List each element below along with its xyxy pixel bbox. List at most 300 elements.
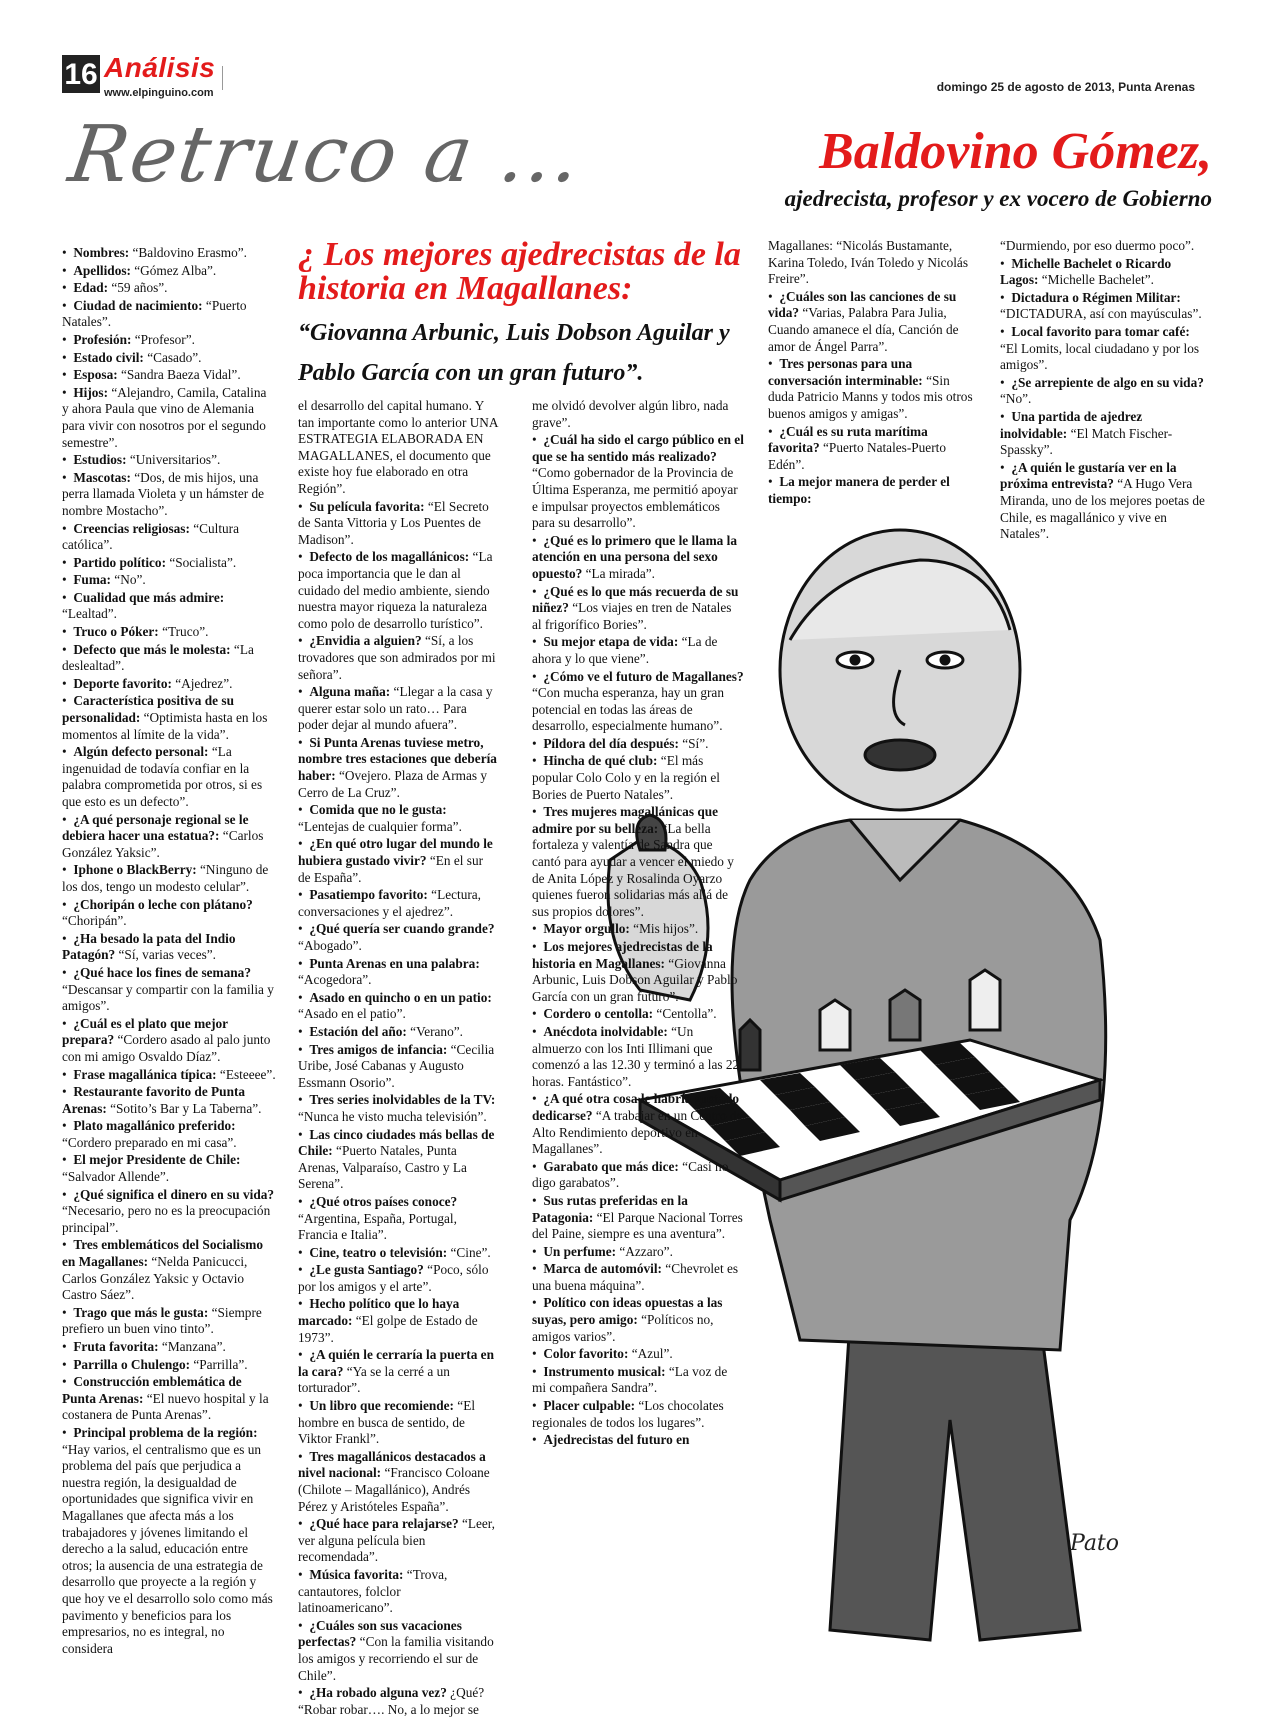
qa-item — [298, 1449, 498, 1515]
qa-question: Sus rutas preferidas en la Patagonia: — [532, 1192, 688, 1225]
qa-question: Cine, teatro o televisión: — [309, 1244, 448, 1260]
qa-question: ¿Qué hace para relajarse? — [309, 1516, 459, 1532]
qa-question: Hincha de qué club: — [543, 753, 658, 769]
qa-item — [62, 1084, 276, 1117]
qa-answer: “Leer, ver alguna película bien recomendada”. — [298, 1516, 495, 1565]
qa-question: ¿Qué quería ser cuando grande? — [309, 921, 495, 937]
qa-question: Defecto de los magallánicos: — [309, 549, 470, 565]
qa-question: Deporte favorito: — [73, 675, 172, 691]
qa-answer: “Cultura católica”. — [62, 520, 240, 553]
qa-question: Píldora del día después: — [543, 735, 679, 751]
qa-question: Comida que no le gusta: — [309, 802, 447, 818]
qa-question: Los mejores ajedrecistas de la historia en Magallanes: — [532, 939, 713, 971]
qa-answer: “La voz de mi compañera Sandra”. — [532, 1363, 728, 1396]
qa-question: ¿Qué hace los fines de semana? — [73, 964, 251, 980]
qa-question: ¿A quién le cerraría la puerta en la cara? — [298, 1347, 494, 1379]
qa-answer: “Sí”. — [678, 735, 709, 751]
qa-question: Color favorito: — [543, 1346, 629, 1362]
qa-item — [532, 939, 744, 1005]
qa-item — [532, 1006, 744, 1023]
qa-item — [62, 452, 276, 469]
qa-question: Ciudad de nacimiento: — [73, 297, 203, 313]
qa-answer: “Salvador Allende”. — [62, 1169, 170, 1185]
qa-item — [62, 280, 276, 297]
qa-answer: “El Match Fischer-Spassky”. — [1000, 425, 1173, 458]
qa-item — [62, 1067, 276, 1084]
qa-answer: “Puerto Natales, Punta Arenas, Valparaíso, Castro y La Serena”. — [298, 1143, 467, 1192]
qa-answer: “Los viajes en tren de Natales al frigorífico Bories”. — [532, 600, 732, 632]
qa-question: Cualidad que más admire: — [73, 589, 225, 605]
qa-question: Anécdota inolvidable: — [543, 1023, 668, 1039]
qa-answer: “Acogedora”. — [298, 972, 372, 988]
qa-item — [298, 802, 498, 835]
qa-question: Truco o Póker: — [73, 624, 159, 640]
qa-question: Principal problema de la región: — [73, 1424, 258, 1440]
qa-item — [532, 634, 744, 667]
qa-item — [62, 1305, 276, 1338]
qa-question: Un perfume: — [543, 1243, 617, 1259]
qa-item — [298, 990, 498, 1023]
qa-question: ¿Ha besado la pata del Indio Patagón? — [62, 930, 236, 963]
qa-item — [62, 862, 276, 895]
site-url[interactable]: www.elpinguino.com — [104, 87, 214, 99]
qa-answer: “Dos, de mis hijos, una perra llamada Violeta y un hámster de nombre Mostacho”. — [62, 469, 265, 518]
qa-answer: “Puerto Natales”. — [62, 297, 247, 330]
interviewee-name: Baldovino Gómez, — [819, 123, 1212, 180]
qa-answer: “Abogado”. — [298, 938, 362, 953]
qa-question: Las cinco ciudades más bellas de Chile: — [298, 1126, 495, 1159]
qa-item — [298, 1685, 498, 1718]
section-logo[interactable]: Análisis — [104, 52, 216, 83]
qa-answer: “Como gobernador de la Provincia de Última Esperanza, me permitió apoyar e impulsar proyectos emblemáticos para su desarrollo”. — [532, 465, 738, 531]
qa-item — [62, 1339, 276, 1356]
qa-item — [298, 836, 498, 886]
qa-answer: “La de ahora y lo que viene”. — [532, 634, 718, 666]
qa-item — [62, 812, 276, 862]
qa-item — [1000, 460, 1210, 543]
qa-item — [298, 1262, 498, 1295]
qa-question: Ajedrecistas del futuro en — [543, 1432, 690, 1448]
qa-item — [298, 1042, 498, 1092]
qa-item — [62, 642, 276, 675]
qa-answer: “La bella fortaleza y valentía de Sandra que cantó para ayudar a vencer el miedo y de Anita López y Rosalinda Oyarzo quienes fueron solidarias más allá de sus propios dolores”. — [532, 820, 734, 919]
qa-answer: “La ingenuidad de todavía confiar en la palabra comprometida por otros, si es que esto es un defecto”. — [62, 744, 263, 809]
qa-question: Defecto que más le molesta: — [73, 641, 231, 657]
qa-answer: “Casado”. — [143, 349, 202, 365]
qa-answer: “Argentina, España, Portugal, Francia e Italia”. — [298, 1210, 457, 1243]
qa-answer: “La deslealtad”. — [62, 641, 254, 674]
qa-question: Estación del año: — [309, 1023, 407, 1039]
qa-question: Plato magallánico preferido: — [73, 1118, 236, 1134]
qa-answer: “Choripán”. — [62, 913, 127, 929]
qa-item — [298, 549, 498, 632]
qa-question: Característica positiva de su personalidad: — [62, 693, 234, 726]
qa-question: Una partida de ajedrez inolvidable: — [1000, 408, 1143, 441]
qa-item — [532, 669, 744, 735]
qa-answer: “Centolla”. — [653, 1006, 717, 1022]
qa-item — [62, 555, 276, 572]
qa-question: Restaurante favorito de Punta Arenas: — [62, 1084, 246, 1116]
qa-item — [62, 676, 276, 693]
qa-item — [62, 263, 276, 280]
qa-question: Su mejor etapa de vida: — [543, 634, 679, 650]
qa-item — [62, 1374, 276, 1424]
qa-answer: “Necesario, pero no es la preocupación principal”. — [62, 1203, 271, 1235]
qa-answer: “No”. — [110, 572, 146, 588]
qa-question: Estudios: — [73, 452, 127, 468]
qa-question: Estado civil: — [73, 349, 144, 365]
qa-item — [532, 1261, 744, 1294]
qa-answer: “Sí, a los trovadores que son admirados por mi señora”. — [298, 633, 496, 682]
qa-answer: “Universitarios”. — [126, 452, 221, 468]
qa-answer: “Giovanna Arbunic, Luis Dobson Aguilar y Pablo García con un gran futuro”. — [532, 955, 738, 1004]
qa-item — [298, 499, 498, 549]
headline-question: ¿ Los mejores ajedrecistas de la historia en Magallanes: — [298, 236, 741, 307]
qa-question: Profesión: — [73, 331, 132, 347]
qa-question: Fuma: — [73, 572, 111, 588]
qa-answer: “El Lomits, local ciudadano y por los amigos”. — [1000, 340, 1200, 373]
qa-answer: “Con mucha esperanza, hay un gran potencial en todas las áreas de desarrollo, especialmente humano”. — [532, 685, 724, 734]
qa-answer: “En el sur de España”. — [298, 853, 484, 885]
qa-answer: “Políticos no, amigos varios”. — [532, 1312, 714, 1344]
qa-question: ¿A qué personaje regional se le debiera hacer una estatua?: — [62, 811, 249, 844]
qa-item — [62, 350, 276, 367]
qa-item — [62, 1425, 276, 1657]
qa-item — [298, 1127, 498, 1193]
qa-answer: “Sotito’s Bar y La Taberna”. — [106, 1100, 262, 1116]
qa-question: ¿Cuál ha sido el cargo público en el que se ha sentido más realizado? — [532, 432, 744, 464]
qa-answer: “El nuevo hospital y la costanera de Punta Arenas”. — [62, 1390, 269, 1423]
qa-question: Tres emblemáticos del Socialismo en Magallanes: — [62, 1237, 264, 1270]
qa-answer: “Socialista”. — [166, 554, 237, 570]
qa-item — [298, 1347, 498, 1397]
qa-item — [298, 1398, 498, 1448]
qa-item — [1000, 256, 1210, 289]
qa-answer: “Descansar y compartir con la familia y amigos”. — [62, 981, 274, 1014]
qa-question: Tres personas para una conversación interminable: — [768, 356, 923, 388]
qa-answer: “Carlos González Yaksic”. — [62, 828, 264, 860]
qa-question: ¿Cómo ve el futuro de Magallanes? — [543, 668, 744, 684]
qa-item — [532, 533, 744, 583]
qa-item — [532, 432, 744, 532]
qa-item — [768, 474, 978, 507]
qa-item — [62, 897, 276, 930]
qa-question: Mayor orgullo: — [543, 921, 630, 937]
qa-question: Marca de automóvil: — [543, 1261, 662, 1277]
qa-answer: “DICTADURA, así con mayúsculas”. — [1000, 306, 1202, 322]
qa-question: ¿Se arrepiente de algo en su vida? — [1011, 374, 1204, 390]
qa-item — [298, 1245, 498, 1262]
qa-question: ¿Choripán o leche con plátano? — [73, 896, 253, 912]
qa-item — [532, 1024, 744, 1090]
qa-question: Tres magallánicos destacados a nivel nacional: — [298, 1448, 486, 1481]
qa-question: Música favorita: — [309, 1566, 404, 1582]
qa-answer: “Puerto Natales-Puerto Edén”. — [768, 440, 946, 472]
qa-question: Michelle Bachelet o Ricardo Lagos: — [1000, 255, 1172, 288]
qa-item — [62, 521, 276, 554]
qa-answer: “Los chocolates regionales de todos los lugares”. — [532, 1398, 724, 1430]
qa-answer: “Chevrolet es una buena máquina”. — [532, 1261, 739, 1293]
qa-item — [768, 356, 978, 422]
qa-answer: “El hombre en busca de sentido, de Viktor Frankl”. — [298, 1398, 476, 1447]
qa-answer: “Cordero preparado en mi casa”. — [62, 1134, 237, 1150]
qa-answer: “Parrilla”. — [190, 1356, 248, 1372]
qa-question: Un libro que recomiende: — [309, 1398, 454, 1414]
qa-question: Mascotas: — [73, 469, 131, 485]
qa-answer: “Optimista hasta en los momentos al límite de la vida”. — [62, 710, 268, 742]
qa-question: La mejor manera de perder el tiempo: — [768, 474, 950, 506]
qa-question: Algún defecto personal: — [73, 744, 209, 760]
qa-question: ¿Envidia a alguien? — [309, 633, 422, 649]
qa-answer: “Nunca he visto mucha televisión”. — [298, 1108, 487, 1124]
qa-answer: “Con la familia visitando los amigos y recorriendo el sur de Chile”. — [298, 1634, 494, 1683]
qa-question: El mejor Presidente de Chile: — [73, 1152, 241, 1168]
qa-item — [532, 1244, 744, 1261]
qa-answer: “Cecilia Uribe, José Cabanas y Augusto Essmann Osorio”. — [298, 1041, 495, 1090]
qa-item — [298, 956, 498, 989]
qa-item — [62, 332, 276, 349]
qa-question: Garabato que más dice: — [543, 1158, 679, 1174]
qa-item — [298, 735, 498, 801]
qa-question: Hecho político que lo haya marcado: — [298, 1296, 460, 1329]
qa-item — [62, 1016, 276, 1066]
qa-question: ¿Qué otros países conoce? — [309, 1193, 458, 1209]
section-kicker: Retruco a ... — [63, 110, 588, 200]
qa-question: ¿Cuáles son sus vacaciones perfectas? — [298, 1617, 462, 1650]
artist-signature: Pato — [1070, 1531, 1120, 1556]
qa-question: ¿Cuáles son las canciones de su vida? — [768, 288, 957, 321]
qa-item — [1000, 290, 1210, 323]
qa-item — [298, 1194, 498, 1244]
qa-item — [298, 887, 498, 920]
qa-item — [298, 1024, 498, 1041]
qa-answer: ¿Qué? “Robar robar…. No, a lo mejor se — [298, 1685, 485, 1717]
trousers — [830, 1320, 1080, 1640]
qa-item — [532, 1398, 744, 1431]
qa-question: Esposa: — [73, 367, 118, 383]
qa-answer: “Cine”. — [447, 1244, 491, 1260]
qa-answer: “Francisco Coloane (Chilote – Magallánico), Andrés Pérez y Aristóteles España”. — [298, 1465, 490, 1514]
qa-question: ¿En qué otro lugar del mundo le hubiera gustado vivir? — [298, 836, 493, 869]
qa-question: Político con ideas opuestas a las suyas, pero amigo: — [532, 1295, 723, 1328]
qa-item — [62, 1118, 276, 1151]
qa-item — [1000, 375, 1210, 408]
column-1 — [62, 245, 276, 1658]
qa-answer: “El Secreto de Santa Vittoria y Los Puentes de Madison”. — [298, 498, 489, 547]
qa-question: ¿Qué significa el dinero en su vida? — [73, 1186, 275, 1202]
qa-answer: “A Hugo Vera Miranda, uno de los mejores poetas de Chile, es magallánico y vive en Natales”. — [1000, 476, 1205, 542]
qa-item — [768, 289, 978, 355]
qa-question: ¿Qué es lo primero que le llama la atención en una persona del sexo opuesto? — [532, 532, 737, 581]
qa-question: Parrilla o Chulengo: — [73, 1356, 191, 1372]
qa-question: Partido político: — [73, 554, 167, 570]
qa-answer: “Nelda Panicucci, Carlos González Yaksic y Octavio Castro Sáez”. — [62, 1254, 248, 1303]
qa-question: Local favorito para tomar café: — [1011, 323, 1190, 339]
qa-answer: “Varias, Palabra Para Julia, Cuando amanece el día, Canción de amor de Ángel Parra”. — [768, 305, 959, 354]
qa-item — [62, 367, 276, 384]
qa-answer: “Mis hijos”. — [629, 921, 699, 937]
qa-answer: “Baldovino Erasmo”. — [129, 245, 247, 260]
qa-answer: “Poco, sólo por los amigos y el arte”. — [298, 1262, 489, 1294]
qa-question: Pasatiempo favorito: — [309, 887, 428, 903]
qa-answer: “A trabajar en un Centro de Alto Rendimiento deportivo en Magallanes”. — [532, 1107, 743, 1157]
qa-item — [298, 633, 498, 683]
qa-answer: “Truco”. — [158, 624, 209, 640]
qa-question: ¿A qué otra cosa le habría gustado dedicarse? — [532, 1091, 740, 1123]
qa-item — [532, 1193, 744, 1243]
qa-answer: “El Parque Nacional Torres del Paine, siempre es una aventura”. — [532, 1209, 743, 1242]
qa-answer: “Verano”. — [406, 1023, 463, 1039]
qa-item — [532, 1159, 744, 1192]
qa-answer: “El más popular Colo Colo y en la región el Bories de Puerto Natales”. — [532, 753, 720, 802]
qa-answer: “Alejandro, Camila, Catalina y ahora Paula que vino de Alemania para vivir con nosotros por el segundo semestre”. — [62, 384, 267, 450]
qa-question: Tres series inolvidables de la TV: — [309, 1092, 496, 1108]
qa-answer: “La poca importancia que le dan al cuidado del medio ambiente, siendo nuestra mayor riqueza la naturaleza como polo de desarrollo turístico”. — [298, 549, 493, 631]
qa-question: Nombres: — [73, 245, 130, 260]
qa-answer: “Michelle Bachelet”. — [1038, 272, 1154, 288]
qa-question: Trago que más le gusta: — [73, 1304, 209, 1320]
qa-answer: “Ajedrez”. — [171, 675, 233, 691]
qa-question: Dictadura o Régimen Militar: — [1011, 289, 1181, 305]
qa-item — [62, 744, 276, 810]
qa-answer: “Sin duda Patricio Manns y todos mis otros buenos amigos y amigas”. — [768, 372, 973, 421]
qa-item — [532, 1364, 744, 1397]
qa-item — [298, 1618, 498, 1684]
qa-item — [62, 572, 276, 589]
qa-answer: “Azzaro”. — [616, 1243, 673, 1259]
qa-item — [62, 965, 276, 1015]
qa-answer: “Cordero asado al palo junto con mi amigo Osvaldo Díaz”. — [62, 1032, 271, 1064]
qa-question: Su película favorita: — [309, 498, 425, 514]
qa-answer: “Sí, varias veces”. — [115, 947, 216, 963]
qa-item — [298, 1516, 498, 1566]
qa-answer: “Casi no digo garabatos”. — [532, 1158, 729, 1191]
dateline: domingo 25 de agosto de 2013, Punta Arenas — [936, 80, 1195, 94]
qa-answer: “Lentejas de cualquier forma”. — [298, 818, 462, 834]
qa-answer: “Ovejero. Plaza de Armas y Cerro de La Cruz”. — [298, 768, 488, 800]
qa-answer: “Llegar a la casa y querer estar solo un rato… Para poder dejar al mundo afuera”. — [298, 684, 493, 733]
qa-item — [298, 684, 498, 734]
qa-question: ¿Cuál es el plato que mejor prepara? — [62, 1015, 228, 1048]
qa-question: Placer culpable: — [543, 1398, 636, 1414]
qa-question: ¿Cuál es su ruta marítima favorita? — [768, 423, 928, 456]
qa-question: ¿A quién le gustaría ver en la próxima entrevista? — [1000, 459, 1177, 492]
qa-question: Fruta favorita: — [73, 1339, 159, 1354]
qa-answer: “El golpe de Estado de 1973”. — [298, 1313, 478, 1345]
qa-answer: “Lectura, conversaciones y el ajedrez”. — [298, 887, 482, 919]
qa-item — [298, 921, 498, 954]
headline-quote: “Giovanna Arbunic, Luis Dobson Aguilar y Pablo García con un gran futuro”. — [298, 320, 730, 386]
qa-answer: “Gómez Alba”. — [130, 262, 217, 278]
qa-question: ¿Qué es lo que más recuerda de su niñez? — [532, 583, 739, 616]
qa-item — [532, 753, 744, 803]
qa-answer: “No”. — [1000, 391, 1032, 407]
header-divider — [222, 66, 223, 90]
qa-answer: “Un almuerzo con los Inti Illimani que comenzó a las 12.30 y terminó a las 22 horas. Fantástico”. — [532, 1023, 740, 1089]
qa-question: Asado en quincho o en un patio: — [309, 989, 492, 1005]
qa-question: Edad: — [73, 280, 109, 296]
qa-question: Instrumento musical: — [543, 1363, 666, 1379]
qa-question: Frase magallánica típica: — [73, 1066, 217, 1082]
qa-question: Si Punta Arenas tuviese metro, nombre tres estaciones que debería haber: — [298, 734, 497, 784]
qa-answer: “Esteeee”. — [216, 1066, 276, 1082]
qa-item — [62, 624, 276, 641]
qa-item — [62, 1357, 276, 1374]
qa-item — [62, 1237, 276, 1303]
qa-item — [1000, 324, 1210, 374]
qa-answer: “Manzana”. — [158, 1339, 226, 1354]
qa-item — [62, 931, 276, 964]
qa-item — [62, 693, 276, 743]
qa-question: Hijos: — [73, 384, 109, 400]
qa-question: Apellidos: — [73, 262, 131, 278]
page-number: 16 — [62, 55, 100, 93]
qa-answer: “Trova, cantautores, folclor latinoamericano”. — [298, 1566, 448, 1616]
qa-answer: “59 años”. — [108, 280, 168, 296]
column-3-lead: me olvidó devolver algún libro, nada grave”. — [532, 398, 729, 430]
column-4-lead: Magallanes: “Nicolás Bustamante, Karina Toledo, Iván Toledo y Nicolás Freire”. — [768, 238, 969, 287]
qa-item — [62, 385, 276, 451]
qa-question: Tres mujeres magallánicas que admire por su belleza: — [532, 804, 719, 836]
qa-question: Creencias religiosas: — [73, 520, 190, 536]
qa-answer: “Lealtad”. — [62, 606, 117, 622]
qa-item — [532, 1295, 744, 1345]
qa-item — [298, 1567, 498, 1617]
qa-item — [62, 1152, 276, 1185]
qa-item — [532, 584, 744, 634]
qa-item — [1000, 409, 1210, 459]
qa-item — [532, 1346, 744, 1363]
qa-item — [62, 1187, 276, 1237]
qa-question: Alguna maña: — [309, 684, 391, 700]
column-4 — [768, 238, 978, 509]
qa-answer: “Ninguno de los dos, tengo un modesto celular”. — [62, 862, 269, 894]
qa-item — [62, 470, 276, 520]
qa-item — [62, 298, 276, 331]
qa-answer: “Ya se la cerré a un torturador”. — [298, 1363, 450, 1396]
qa-answer: “Asado en el patio”. — [298, 1006, 406, 1022]
qa-question: ¿Le gusta Santiago? — [309, 1262, 424, 1278]
qa-item — [62, 590, 276, 623]
column-2-lead: el desarrollo del capital humano. Y tan importante como lo anterior UNA ESTRATEGIA ELABORADA EN MAGALLANES, el documento que existe hoy fue elaborado en otra Región”. — [298, 398, 498, 496]
qa-item — [298, 1296, 498, 1346]
qa-question: Cordero o centolla: — [543, 1006, 654, 1022]
qa-answer: “Profesor”. — [131, 331, 195, 347]
qa-answer: “Azul”. — [628, 1346, 673, 1362]
column-3 — [532, 398, 744, 1450]
qa-question: Tres amigos de infancia: — [309, 1041, 448, 1057]
column-5 — [1000, 238, 1210, 544]
qa-question: ¿Ha robado alguna vez? — [309, 1685, 447, 1701]
qa-answer: “Hay varios, el centralismo que es un problema del país que perjudica a nuestra región, la desigualdad de oportunidades que significa vivir en Magallanes que afecta más a los trabajadores y jóvenes limitando el derecho a la salud, educación entre otros; la ausencia de una estrategia de desarrollo que proyecte a la región y que hoy ve el desarrollo solo como más pavimento y beneficios para los empresarios, no es integral, no considera — [62, 1441, 273, 1656]
column-5-lead: “Durmiendo, por eso duermo poco”. — [1000, 238, 1195, 253]
qa-item — [532, 1432, 744, 1449]
interviewee-subtitle: ajedrecista, profesor y ex vocero de Gobierno — [784, 186, 1212, 211]
qa-item — [532, 921, 744, 938]
qa-question: Punta Arenas en una palabra: — [309, 955, 480, 971]
qa-item — [768, 424, 978, 474]
qa-item — [532, 1091, 744, 1157]
qa-question: Iphone o BlackBerry: — [73, 862, 197, 878]
qa-question: Construcción emblemática de Punta Arenas: — [62, 1374, 242, 1406]
qa-item — [62, 245, 276, 262]
column-2 — [298, 398, 498, 1719]
qa-item — [532, 804, 744, 920]
qa-answer: “Siempre prefiero un buen vino tinto”. — [62, 1304, 262, 1337]
qa-answer: “La mirada”. — [582, 565, 655, 581]
qa-item — [532, 736, 744, 753]
qa-answer: “Sandra Baeza Vidal”. — [117, 367, 241, 383]
